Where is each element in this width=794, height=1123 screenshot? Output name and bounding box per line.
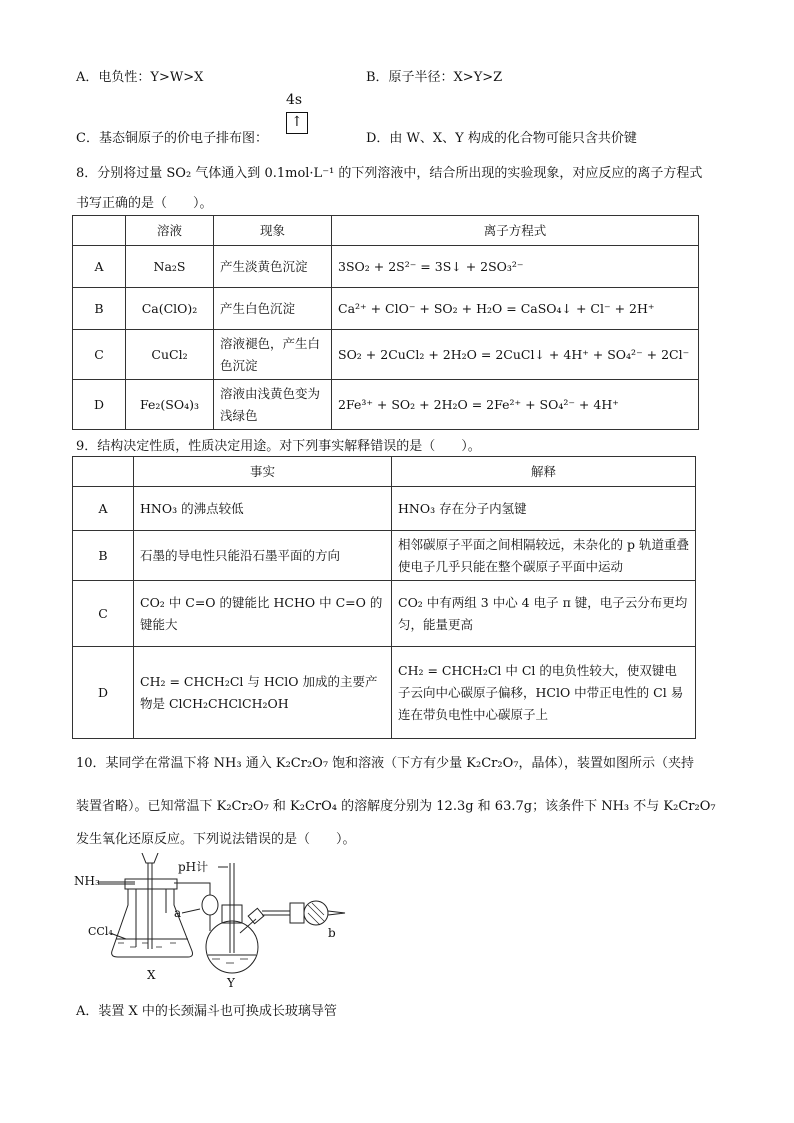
row-label: D <box>73 647 134 739</box>
table-header: 解释 <box>392 457 696 487</box>
q10-stem-line3: 发生氧化还原反应。下列说法错误的是（ ）。 <box>76 832 356 847</box>
solution-cell: Ca(ClO)₂ <box>126 288 214 330</box>
row-label: C <box>73 330 126 380</box>
phenomenon-cell: 溶液褪色，产生白色沉淀 <box>214 330 332 380</box>
fact-cell: CO₂ 中 C=O 的键能比 HCHO 中 C=O 的键能大 <box>134 581 392 647</box>
q8-stem-line2: 书写正确的是（ ）。 <box>76 196 213 211</box>
table-row <box>73 330 699 380</box>
solution-cell: Fe₂(SO₄)₃ <box>126 380 214 430</box>
connect-tube <box>174 883 210 895</box>
explanation-cell: HNO₃ 存在分子内氢键 <box>392 487 696 531</box>
table-header: 溶液 <box>126 216 214 246</box>
table-row <box>73 380 699 430</box>
row-label: B <box>73 288 126 330</box>
row-label: B <box>73 531 134 581</box>
q9-stem: 9．结构决定性质，性质决定用途。对下列事实解释错误的是（ ）。 <box>76 439 481 454</box>
equation-cell: 2Fe³⁺ + SO₂ + 2H₂O = 2Fe²⁺ + SO₄²⁻ + 4H⁺ <box>332 380 699 430</box>
flask-y <box>206 921 258 973</box>
table-row <box>73 487 696 531</box>
table-row <box>73 246 699 288</box>
neck-y <box>222 905 242 923</box>
funnel-top <box>142 853 158 863</box>
bulb-a <box>202 895 218 915</box>
table-header <box>73 457 134 487</box>
ph-meter-label: pH计 <box>178 860 209 874</box>
apparatus-figure <box>70 853 370 993</box>
q10-option-a: A．装置 X 中的长颈漏斗也可换成长玻璃导管 <box>76 1004 337 1019</box>
label-a: a <box>174 906 182 920</box>
q8-stem-line1: 8．分别将过量 SO₂ 气体通入到 0.1mol·L⁻¹ 的下列溶液中，结合所出现的实验现象，对应反应的离子方程式 <box>76 166 703 181</box>
fact-cell: HNO₃ 的沸点较低 <box>134 487 392 531</box>
orbital-diagram <box>280 92 320 137</box>
q8-table <box>72 215 699 430</box>
label-b: b <box>328 926 336 940</box>
row-label: A <box>73 246 126 288</box>
up-arrow-icon: ↑ <box>291 114 303 130</box>
q7-option-c: C．基态铜原子的价电子排布图： <box>76 131 268 146</box>
phenomenon-cell: 溶液由浅黄色变为浅绿色 <box>214 380 332 430</box>
equation-cell: SO₂ + 2CuCl₂ + 2H₂O = 2CuCl↓ + 4H⁺ + SO₄²⁻ + 2Cl⁻ <box>332 330 699 380</box>
ccl4-label: CCl₄ <box>88 925 113 938</box>
q10-stem-line2: 装置省略）。已知常温下 K₂Cr₂O₇ 和 K₂CrO₄ 的溶解度分别为 12.3g 和 63.7g；该条件下 NH₃ 不与 K₂Cr₂O₇ <box>76 799 716 814</box>
table-row <box>73 581 696 647</box>
explanation-cell: CH₂ = CHCH₂Cl 中 Cl 的电负性较大，使双键电子云向中心碳原子偏移，HClO 中带正电性的 Cl 易连在带负电性中心碳原子上 <box>392 647 696 739</box>
fact-cell: CH₂ = CHCH₂Cl 与 HClO 加成的主要产物是 ClCH₂CHClCH₂OH <box>134 647 392 739</box>
nh3-label: NH₃ <box>74 874 100 888</box>
fact-cell: 石墨的导电性只能沿石墨平面的方向 <box>134 531 392 581</box>
flask-x-label: X <box>147 968 156 982</box>
table-header: 离子方程式 <box>332 216 699 246</box>
explanation-cell: 相邻碳原子平面之间相隔较远，未杂化的 p 轨道重叠使电子几乎只能在整个碳原子平面中运动 <box>392 531 696 581</box>
table-header: 事实 <box>134 457 392 487</box>
q10-stem-line1: 10．某同学在常温下将 NH₃ 通入 K₂Cr₂O₇ 饱和溶液（下方有少量 K₂Cr₂O₇，晶体），装置如图所示（夹持 <box>76 756 694 771</box>
equation-cell: Ca²⁺ + ClO⁻ + SO₂ + H₂O = CaSO₄↓ + Cl⁻ + 2H⁺ <box>332 288 699 330</box>
phenomenon-cell: 产生淡黄色沉淀 <box>214 246 332 288</box>
q7-option-a: A．电负性：Y>W>X <box>76 70 204 85</box>
equation-cell: 3SO₂ + 2S²⁻ = 3S↓ + 2SO₃²⁻ <box>332 246 699 288</box>
solution-cell: Na₂S <box>126 246 214 288</box>
q9-table <box>72 456 696 739</box>
row-label: C <box>73 581 134 647</box>
q7-option-d: D．由 W、X、Y 构成的化合物可能只含共价键 <box>366 131 637 146</box>
table-header-row <box>73 457 696 487</box>
q7-option-b: B．原子半径：X>Y>Z <box>366 70 503 85</box>
table-row <box>73 288 699 330</box>
explanation-cell: CO₂ 中有两组 3 中心 4 电子 π 键，电子云分布更均匀，能量更高 <box>392 581 696 647</box>
flask-y-label: Y <box>227 976 235 990</box>
table-row <box>73 647 696 739</box>
table-header <box>73 216 126 246</box>
orbital-box <box>286 112 308 134</box>
table-header-row <box>73 216 699 246</box>
phenomenon-cell: 产生白色沉淀 <box>214 288 332 330</box>
row-label: A <box>73 487 134 531</box>
table-row <box>73 531 696 581</box>
row-label: D <box>73 380 126 430</box>
table-header: 现象 <box>214 216 332 246</box>
orbital-label: 4s <box>286 92 303 108</box>
solution-cell: CuCl₂ <box>126 330 214 380</box>
